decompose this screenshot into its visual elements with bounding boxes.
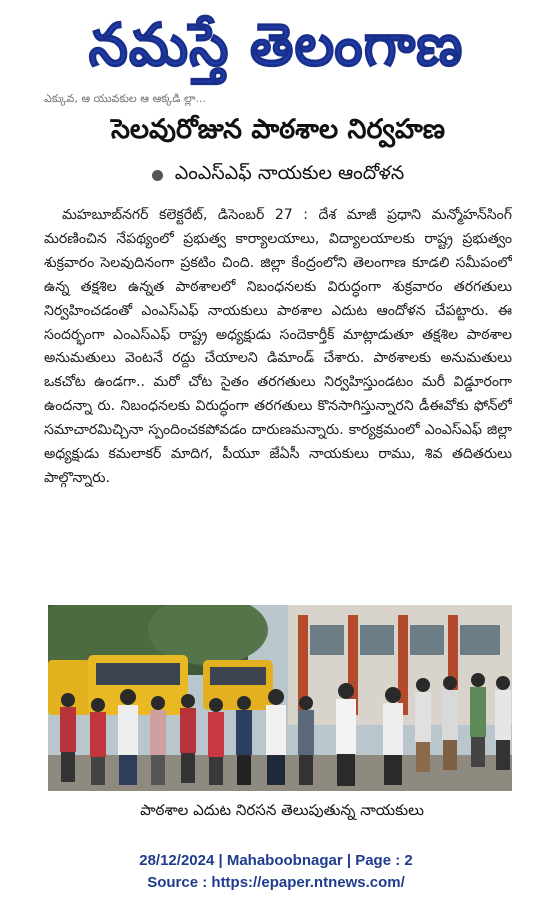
article-body: మహబూబ్‌నగర్ కలెక్టరేట్, డిసెంబర్ 27 : దేశ మాజీ ప్రధాని మన్మోహన్‌సింగ్ మరణించిన నేపథ్యంలో ప్రభుత్వ కార్యాలయాలు, విద్యాలయాలకు రాష్ట్ర ప్రభుత్వం శుక్రవారం సెలవుదినంగా ప్రకటిం చింది. జిల్లా కేంద్రంలోని తెలంగాణ కూడలి సమీపంలో ఉన్న తక్షశిల ఉన్నత పాఠశాలలో నిబంధనలకు విరుద్ధంగా శుక్రవారం తరగతులు నిర్వహించడంతో ఎంఎస్ఎఫ్ నాయకులు పాఠశాల ఎదుట ఆందోళన చేపట్టారు. ఈ సందర్భంగా ఎంఎస్ఎఫ్ రాష్ట్ర అధ్యక్షుడు సందెకార్తీక్ మాట్లాడుతూ తక్షశిల పాఠశాల అనుమతులు వెంటనే రద్దు చేయాలని డిమాండ్ చేశారు. పాఠశాలకు అనుమతులు ఒకచోట ఉండగా.. మరో చోట సైతం తరగతులు నిర్వహిస్తుండటం మరీ విడ్డూరంగా ఉందన్నా రు. నిబంధనలకు విరుద్ధంగా తరగతులు కొనసాగిస్తున్నారని డీఈవోకు ఫోన్‌లో సమాచారమిచ్చినా స్పందించకపోవడం దారుణమన్నారు. కార్యక్రమంలో ఎంఎస్ఎఫ్ జిల్లా అధ్యక్షుడు కమలాకర్ మాదిగ, పీయూ జేఏసీ నాయకులు రాము, శివ తదితరులు పాల్గొన్నారు. <box>44 207 512 486</box>
news-clipping <box>44 92 512 832</box>
source-link: Source : https://epaper.ntnews.com/ <box>147 874 405 891</box>
edition-info: 28/12/2024 | Mahaboobnagar | Page : 2 <box>139 852 413 869</box>
protest-photo-illustration <box>48 605 512 791</box>
masthead <box>0 0 552 92</box>
newspaper-logo: నమస్తే తెలంగాణ <box>88 11 464 80</box>
footer <box>0 850 552 894</box>
news-photo <box>48 605 512 791</box>
photo-caption: పాఠశాల ఎదుట నిరసన తెలుపుతున్న నాయకులు <box>48 792 512 828</box>
bullet-icon <box>152 170 163 181</box>
clipped-top-line: ఎక్కువ, ఆ యువకుల ఆ ఆక్కడి ల్లా... <box>44 92 206 105</box>
headline: సెలవురోజున పాఠశాల నిర్వహణ <box>110 114 446 145</box>
subheadline-text: ఎంఎస్ఎఫ్ నాయకుల ఆందోళన <box>174 162 405 184</box>
subheadline <box>44 162 512 189</box>
